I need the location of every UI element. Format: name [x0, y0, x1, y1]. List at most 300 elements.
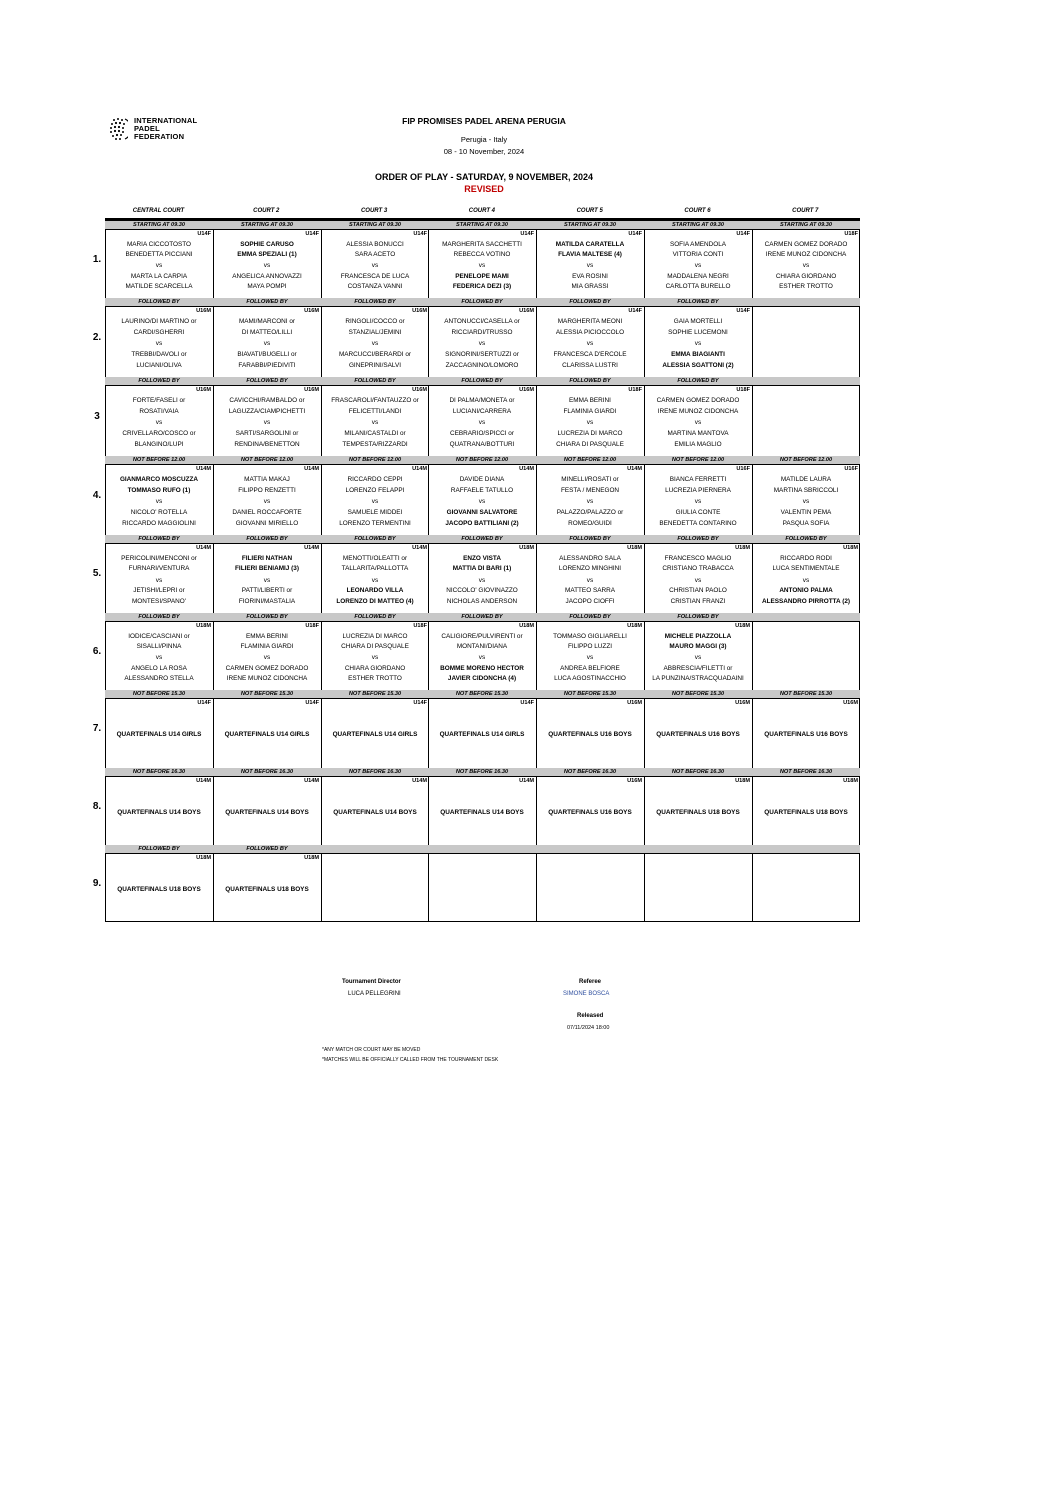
start-time-bar: NOT BEFORE 16.30: [105, 768, 213, 777]
start-time-bar: [752, 613, 860, 622]
start-time-bar: STARTING AT 09.30: [536, 221, 644, 230]
player-name: MARGHERITA SACCHETTI: [442, 240, 522, 248]
player-name: ALESSIA BONUCCI: [346, 240, 404, 248]
player-name: BENEDETTA CONTARINO: [659, 519, 737, 527]
vs-label: vs: [694, 340, 702, 348]
player-name: ALESSANDRO STELLA: [124, 675, 194, 682]
player-name: BOMME MORENO HECTOR: [440, 664, 524, 672]
start-time-bar: [644, 845, 752, 854]
vs-label: vs: [263, 340, 271, 348]
vs-label: vs: [263, 419, 271, 427]
match-cell: [321, 298, 429, 377]
player-name: CARMEN GOMEZ DORADO: [656, 396, 740, 404]
player-name: JACOPO BATTILIANI (2): [445, 519, 519, 527]
player-name: MARCUCCI/BERARDI or: [338, 350, 412, 358]
match-cell: [321, 456, 429, 535]
match-cell: [536, 535, 644, 613]
player-name: ROSATI/VAIA: [139, 407, 179, 415]
vs-label: vs: [586, 419, 594, 427]
player-name: FILIERI NATHAN: [241, 554, 293, 562]
player-name: FARABBI/PIEDIVITI: [238, 361, 296, 369]
player-name: PERICOLINI/MENCONI or: [121, 554, 197, 562]
match-cell: [644, 845, 752, 922]
player-name: VALENTIN PEMA: [780, 508, 832, 516]
match-cell: [428, 535, 536, 613]
player-name: RICCIARDI/TRUSSO: [451, 328, 513, 336]
category-badge: U18F: [305, 623, 319, 629]
player-name: ABBRESCIA/FILETTI or: [663, 664, 733, 672]
match-description: QUARTEFINALS U14 GIRLS: [116, 731, 202, 738]
match-cell: [321, 535, 429, 613]
match-cell: [321, 377, 429, 456]
vs-label: vs: [586, 576, 594, 584]
start-time-bar: FOLLOWED BY: [428, 298, 536, 307]
match-cell: [428, 377, 536, 456]
player-name: MATTIA MAKAJ: [244, 475, 290, 483]
start-time-bar: [536, 845, 644, 854]
match-cell: [644, 377, 752, 456]
court-header: COURT 4: [468, 208, 495, 214]
match-cell: [428, 690, 536, 768]
player-name: SOPHIE LUCEMONI: [668, 328, 728, 336]
player-name: FLAMINIA GIARDI: [240, 643, 294, 650]
player-name: SOPHIE CARUSO: [240, 240, 294, 248]
court-header: COURT 2: [253, 208, 280, 214]
match-cell: [644, 613, 752, 690]
category-badge: U14M: [304, 545, 319, 551]
match-description: QUARTEFINALS U14 BOYS: [225, 808, 309, 816]
match-description: QUARTEFINALS U14 GIRLS: [332, 731, 418, 738]
start-time-bar: FOLLOWED BY: [321, 535, 429, 544]
player-name: CRIVELLARO/COSCO or: [122, 429, 196, 437]
match-cell: [213, 768, 321, 845]
player-name: MAYA POMPI: [247, 283, 287, 290]
match-cell: [536, 613, 644, 690]
round-number: 1.: [92, 253, 102, 265]
player-name: FILIPPO RENZETTI: [238, 486, 296, 494]
match-cell: [213, 377, 321, 456]
match-cell: [105, 690, 213, 768]
player-name: IRENE MUNOZ CIDONCHA: [765, 251, 847, 258]
player-name: IRENE MUNOZ CIDONCHA: [657, 407, 739, 415]
category-badge: U16F: [844, 466, 858, 472]
start-time-bar: FOLLOWED BY: [752, 535, 860, 544]
vs-label: vs: [478, 340, 486, 348]
category-badge: U14F: [520, 231, 534, 237]
player-name: LA PUNZINA/STRACQUADAINI: [652, 675, 744, 682]
player-name: ANTONUCCI/CASELLA or: [444, 317, 520, 325]
match-cell: [213, 221, 321, 298]
player-name: FRANCESCA DE LUCA: [340, 272, 410, 280]
court-header: COURT 5: [576, 208, 603, 214]
player-name: NICHOLAS ANDERSON: [446, 597, 518, 605]
match-cell: [536, 298, 644, 377]
player-name: CEBRARIO/SPICCI or: [450, 429, 514, 437]
player-name: RICCARDO RODI: [780, 554, 832, 562]
referee-name: SIMONE BOSCA: [563, 991, 610, 997]
match-cell: [752, 613, 860, 690]
player-name: MARTINA MANTOVA: [667, 429, 729, 437]
player-name: CLARISSA LUSTRI: [562, 361, 618, 369]
start-time-bar: NOT BEFORE 12.00: [752, 456, 860, 465]
vs-label: vs: [371, 419, 379, 427]
match-description: QUARTEFINALS U16 BOYS: [764, 731, 848, 738]
player-name: DAVIDE DIANA: [459, 475, 505, 483]
vs-label: vs: [263, 498, 271, 506]
player-name: FILIPPO LUZZI: [567, 643, 613, 650]
tournament-location: Perugia - Italy: [460, 135, 508, 144]
start-time-bar: STARTING AT 09.30: [213, 221, 321, 230]
player-name: LUCIANI/OLIVA: [136, 361, 182, 369]
start-time-bar: FOLLOWED BY: [213, 298, 321, 307]
player-name: MICHELE PIAZZOLLA: [664, 632, 732, 640]
referee-label: Referee: [579, 979, 602, 985]
start-time-bar: NOT BEFORE 16.30: [536, 768, 644, 777]
player-name: SARA ACETO: [354, 251, 396, 258]
player-name: ZACCAGNINO/LOMORO: [445, 361, 519, 369]
match-cell: [536, 768, 644, 845]
category-badge: U14M: [304, 466, 319, 472]
player-name: TEMPESTA/RIZZARDI: [342, 440, 408, 448]
player-name: FRANCESCA D'ERCOLE: [553, 350, 627, 358]
match-cell: [321, 690, 429, 768]
player-name: GIOVANNI SALVATORE: [446, 508, 518, 516]
player-name: NICCOLO' GIOVINAZZO: [446, 587, 518, 595]
player-name: ANGELO LA ROSA: [131, 664, 187, 672]
match-cell: [536, 377, 644, 456]
start-time-bar: NOT BEFORE 12.00: [321, 456, 429, 465]
start-time-bar: NOT BEFORE 12.00: [105, 456, 213, 465]
start-time-bar: [752, 298, 860, 307]
start-time-bar: FOLLOWED BY: [428, 613, 536, 622]
director-label: Tournament Director: [342, 979, 401, 985]
player-name: FEDERICA DEZI (3): [452, 283, 512, 290]
player-name: PATTI/LIBERTI or: [241, 587, 293, 595]
player-name: SARTI/SARGOLINI or: [235, 429, 299, 437]
player-name: LORENZO DI MATTEO (4): [336, 597, 414, 605]
player-name: LUCA SENTIMENTALE: [772, 565, 840, 573]
player-name: IRENE MUNOZ CIDONCHA: [226, 675, 308, 682]
match-cell: [105, 845, 213, 922]
vs-label: vs: [263, 576, 271, 584]
vs-label: vs: [155, 419, 163, 427]
player-name: VITTORIA CONTI: [672, 251, 724, 258]
player-name: MONTESI/SPANO': [131, 597, 186, 605]
player-name: SOFIA AMENDOLA: [669, 240, 727, 248]
category-badge: U18M: [843, 545, 858, 551]
player-name: LUCIANI/CARRERA: [452, 407, 512, 415]
player-name: TOMMASO RUFO (1): [127, 486, 191, 494]
match-cell: [213, 690, 321, 768]
player-name: ALESSANDRO PIRROTTA (2): [761, 597, 851, 605]
player-name: MARGHERITA MEONI: [557, 317, 623, 325]
player-name: GIANMARCO MOSCUZZA: [119, 475, 199, 483]
player-name: EMMA SPEZIALI (1): [237, 251, 297, 258]
player-name: JAVIER CIDONCHA (4): [447, 675, 517, 682]
player-name: ESTHER TROTTO: [348, 675, 402, 682]
player-name: JACOPO CIOFFI: [565, 597, 615, 605]
category-badge: U18M: [735, 623, 750, 629]
player-name: SAMUELE MIDDEI: [347, 508, 403, 516]
player-name: CAVICCHI/RAMBALDO or: [229, 396, 305, 404]
player-name: TOMMASO GIGLIARELLI: [553, 632, 627, 640]
match-description: QUARTEFINALS U14 GIRLS: [224, 731, 310, 738]
start-time-bar: NOT BEFORE 12.00: [213, 456, 321, 465]
order-of-play-title: ORDER OF PLAY - SATURDAY, 9 NOVEMBER, 2024: [374, 172, 594, 182]
player-name: EVA ROSINI: [572, 272, 608, 280]
category-badge: U16M: [519, 387, 534, 393]
player-name: LAGUZZA/CIAMPICHETTI: [228, 407, 306, 415]
match-cell: [321, 845, 429, 922]
match-cell: [105, 613, 213, 690]
category-badge: U14M: [196, 545, 211, 551]
player-name: RICCARDO MAGGIOLINI: [122, 519, 196, 527]
start-time-bar: NOT BEFORE 12.00: [428, 456, 536, 465]
match-cell: [213, 298, 321, 377]
start-time-bar: [752, 845, 860, 854]
round-number: 3: [94, 410, 100, 422]
vs-label: vs: [155, 498, 163, 506]
match-description: QUARTEFINALS U18 BOYS: [117, 885, 201, 893]
player-name: IODICE/CASCIANI or: [128, 632, 190, 640]
start-time-bar: [428, 845, 536, 854]
match-cell: [536, 456, 644, 535]
logo-wordmark: INTERNATIONAL PADEL FEDERATION: [134, 116, 198, 141]
start-time-bar: NOT BEFORE 16.30: [644, 768, 752, 777]
start-time-bar: FOLLOWED BY: [321, 377, 429, 386]
vs-label: vs: [802, 576, 810, 584]
start-time-bar: FOLLOWED BY: [644, 535, 752, 544]
category-badge: U14F: [305, 700, 319, 706]
player-name: LUCREZIA DI MARCO: [342, 632, 408, 640]
player-name: LEONARDO VILLA: [346, 587, 404, 595]
start-time-bar: NOT BEFORE 15.30: [644, 690, 752, 699]
match-cell: [752, 845, 860, 922]
player-name: RAFFAELE TATULLO: [450, 486, 514, 494]
player-name: QUATRANA/BOTTURI: [449, 440, 515, 448]
match-cell: [752, 298, 860, 377]
category-badge: U18M: [304, 855, 319, 861]
category-badge: U16F: [736, 466, 750, 472]
released-label: Released: [577, 1013, 604, 1019]
match-description: QUARTEFINALS U14 BOYS: [440, 808, 524, 816]
match-cell: [105, 377, 213, 456]
player-name: REBECCA VOTINO: [453, 251, 511, 258]
start-time-bar: NOT BEFORE 12.00: [644, 456, 752, 465]
category-badge: U14M: [412, 778, 427, 784]
category-badge: U14F: [628, 231, 642, 237]
match-description: QUARTEFINALS U16 BOYS: [548, 808, 632, 816]
category-badge: U16M: [412, 387, 427, 393]
vs-label: vs: [263, 262, 271, 269]
start-time-bar: FOLLOWED BY: [213, 535, 321, 544]
player-name: PENELOPE MAMI: [455, 272, 509, 280]
player-name: CARMEN GOMEZ DORADO: [225, 664, 309, 672]
player-name: MAMI/MARCONI or: [238, 317, 296, 325]
match-description: QUARTEFINALS U16 BOYS: [656, 731, 740, 738]
vs-label: vs: [371, 654, 379, 661]
start-time-bar: FOLLOWED BY: [536, 535, 644, 544]
vs-label: vs: [586, 262, 594, 269]
vs-label: vs: [371, 262, 379, 269]
start-time-bar: FOLLOWED BY: [536, 377, 644, 386]
player-name: DANIEL ROCCAFORTE: [232, 508, 302, 516]
category-badge: U16M: [196, 308, 211, 314]
vs-label: vs: [155, 654, 163, 661]
match-cell: [428, 456, 536, 535]
start-time-bar: STARTING AT 09.30: [105, 221, 213, 230]
vs-label: vs: [694, 498, 702, 506]
vs-label: vs: [694, 654, 702, 661]
player-name: MATILDE LAURA: [780, 475, 832, 483]
category-badge: U14F: [413, 231, 427, 237]
player-name: MIA GRASSI: [571, 283, 609, 290]
player-name: LORENZO TERMENTINI: [339, 519, 411, 527]
player-name: BIAVATI/BUGELLI or: [237, 350, 297, 358]
start-time-bar: FOLLOWED BY: [105, 377, 213, 386]
player-name: CARMEN GOMEZ DORADO: [764, 240, 848, 248]
player-name: STANZIAL/JEMINI: [348, 328, 402, 336]
player-name: CRISTIAN FRANZI: [670, 597, 726, 605]
round-number: 5.: [92, 568, 102, 579]
player-name: ESTHER TROTTO: [779, 283, 833, 290]
category-badge: U14F: [413, 700, 427, 706]
start-time-bar: NOT BEFORE 16.30: [752, 768, 860, 777]
player-name: NICOLO' ROTELLA: [130, 508, 188, 516]
start-time-bar: FOLLOWED BY: [105, 535, 213, 544]
match-cell: [428, 768, 536, 845]
category-badge: U18M: [735, 778, 750, 784]
player-name: ALESSIA PICIOCCOLO: [555, 328, 625, 336]
vs-label: vs: [694, 262, 702, 269]
player-name: FLAMINIA GIARDI: [563, 407, 617, 415]
vs-label: vs: [478, 654, 486, 661]
vs-label: vs: [478, 498, 486, 506]
match-description: QUARTEFINALS U18 BOYS: [656, 808, 740, 816]
player-name: FESTA / MENEGON: [560, 486, 620, 494]
vs-label: vs: [694, 419, 702, 427]
player-name: MATILDE SCARCELLA: [125, 283, 193, 290]
match-cell: [213, 535, 321, 613]
player-name: FRANCESCO MAGLIO: [664, 554, 732, 562]
player-name: MATILDA CARATELLA: [555, 240, 625, 248]
player-name: PASQUA SOFIA: [782, 519, 830, 527]
player-name: EMILIA MAGLIO: [674, 440, 722, 448]
category-badge: U16M: [304, 387, 319, 393]
player-name: GIULIA CONTE: [675, 508, 721, 516]
start-time-bar: NOT BEFORE 15.30: [105, 690, 213, 699]
category-badge: U18F: [844, 231, 858, 237]
match-cell: [321, 613, 429, 690]
category-badge: U18M: [519, 545, 534, 551]
match-cell: [213, 456, 321, 535]
match-cell: [105, 768, 213, 845]
player-name: FURNARI/VENTURA: [128, 565, 190, 573]
player-name: MONTANI/DIANA: [456, 643, 508, 650]
released-time: 07/11/2024 18:00: [567, 1025, 610, 1031]
start-time-bar: FOLLOWED BY: [105, 298, 213, 307]
player-name: EMMA BERINI: [246, 632, 288, 640]
match-cell: [752, 768, 860, 845]
category-badge: U16M: [627, 700, 642, 706]
category-badge: U18M: [196, 623, 211, 629]
start-time-bar: NOT BEFORE 15.30: [321, 690, 429, 699]
category-badge: U14M: [412, 545, 427, 551]
vs-label: vs: [802, 498, 810, 506]
player-name: BENEDETTA PICCIANI: [125, 251, 193, 258]
category-badge: U18M: [627, 545, 642, 551]
start-time-bar: FOLLOWED BY: [644, 613, 752, 622]
player-name: CHIARA DI PASQUALE: [341, 643, 409, 650]
start-time-bar: FOLLOWED BY: [213, 613, 321, 622]
note-called: *MATCHES WILL BE OFFICIALLY CALLED FROM THE TOURNAMENT DESK: [322, 1057, 499, 1063]
start-time-bar: NOT BEFORE 12.00: [536, 456, 644, 465]
player-name: RINGOLI/COCCO or: [345, 317, 405, 325]
player-name: DI PALMA/MONETA or: [449, 396, 515, 404]
start-time-bar: NOT BEFORE 15.30: [752, 690, 860, 699]
round-number: 2.: [92, 331, 102, 343]
director-name: LUCA PELLEGRINI: [348, 991, 401, 997]
category-badge: U14F: [197, 700, 211, 706]
player-name: GIOVANNI MIRIELLO: [235, 519, 299, 527]
player-name: FILIERI BENIAMIJ (3): [235, 565, 299, 573]
player-name: MINELLI/ROSATI or: [561, 475, 619, 483]
player-name: LORENZO MINGHINI: [558, 565, 622, 573]
match-cell: [321, 221, 429, 298]
player-name: MENOTTI/OLEATTI or: [342, 554, 408, 562]
category-badge: U16M: [843, 700, 858, 706]
tournament-title: FIP PROMISES PADEL ARENA PERUGIA: [402, 116, 566, 126]
category-badge: U18M: [627, 623, 642, 629]
player-name: ENZO VISTA: [463, 554, 501, 562]
vs-label: vs: [478, 576, 486, 584]
category-badge: U14M: [519, 466, 534, 472]
start-time-bar: FOLLOWED BY: [644, 298, 752, 307]
category-badge: U18M: [735, 545, 750, 551]
match-cell: [105, 298, 213, 377]
vs-label: vs: [263, 654, 271, 661]
start-time-bar: FOLLOWED BY: [536, 613, 644, 622]
match-cell: [752, 690, 860, 768]
player-name: LUCA AGOSTINACCHIO: [554, 675, 626, 682]
player-name: ALESSIA SGATTONI (2): [662, 361, 734, 369]
start-time-bar: NOT BEFORE 15.30: [428, 690, 536, 699]
vs-label: vs: [694, 576, 702, 584]
category-badge: U18F: [628, 387, 642, 393]
match-cell: [105, 535, 213, 613]
round-number: 8.: [92, 800, 102, 812]
player-name: ANTONIO PALMA: [779, 587, 833, 595]
player-name: JETISHI/LEPRI or: [133, 587, 185, 595]
category-badge: U14F: [197, 231, 211, 237]
match-cell: [428, 298, 536, 377]
category-badge: U14F: [520, 700, 534, 706]
player-name: MARTINA SBRICCOLI: [773, 486, 839, 494]
start-time-bar: FOLLOWED BY: [321, 298, 429, 307]
start-time-bar: [752, 377, 860, 386]
player-name: ROMEO/GUIDI: [568, 519, 612, 527]
match-description: QUARTEFINALS U18 BOYS: [225, 885, 309, 893]
start-time-bar: STARTING AT 09.30: [321, 221, 429, 230]
court-header: COURT 3: [360, 208, 388, 214]
player-name: TREBBI/DAVOLI or: [131, 350, 187, 358]
player-name: MILANI/CASTALDI or: [344, 429, 406, 437]
vs-label: vs: [478, 419, 486, 427]
match-cell: [644, 456, 752, 535]
player-name: COSTANZA VANNI: [347, 283, 403, 290]
start-time-bar: STARTING AT 09.30: [644, 221, 752, 230]
court-header: CENTRAL COURT: [132, 208, 185, 214]
